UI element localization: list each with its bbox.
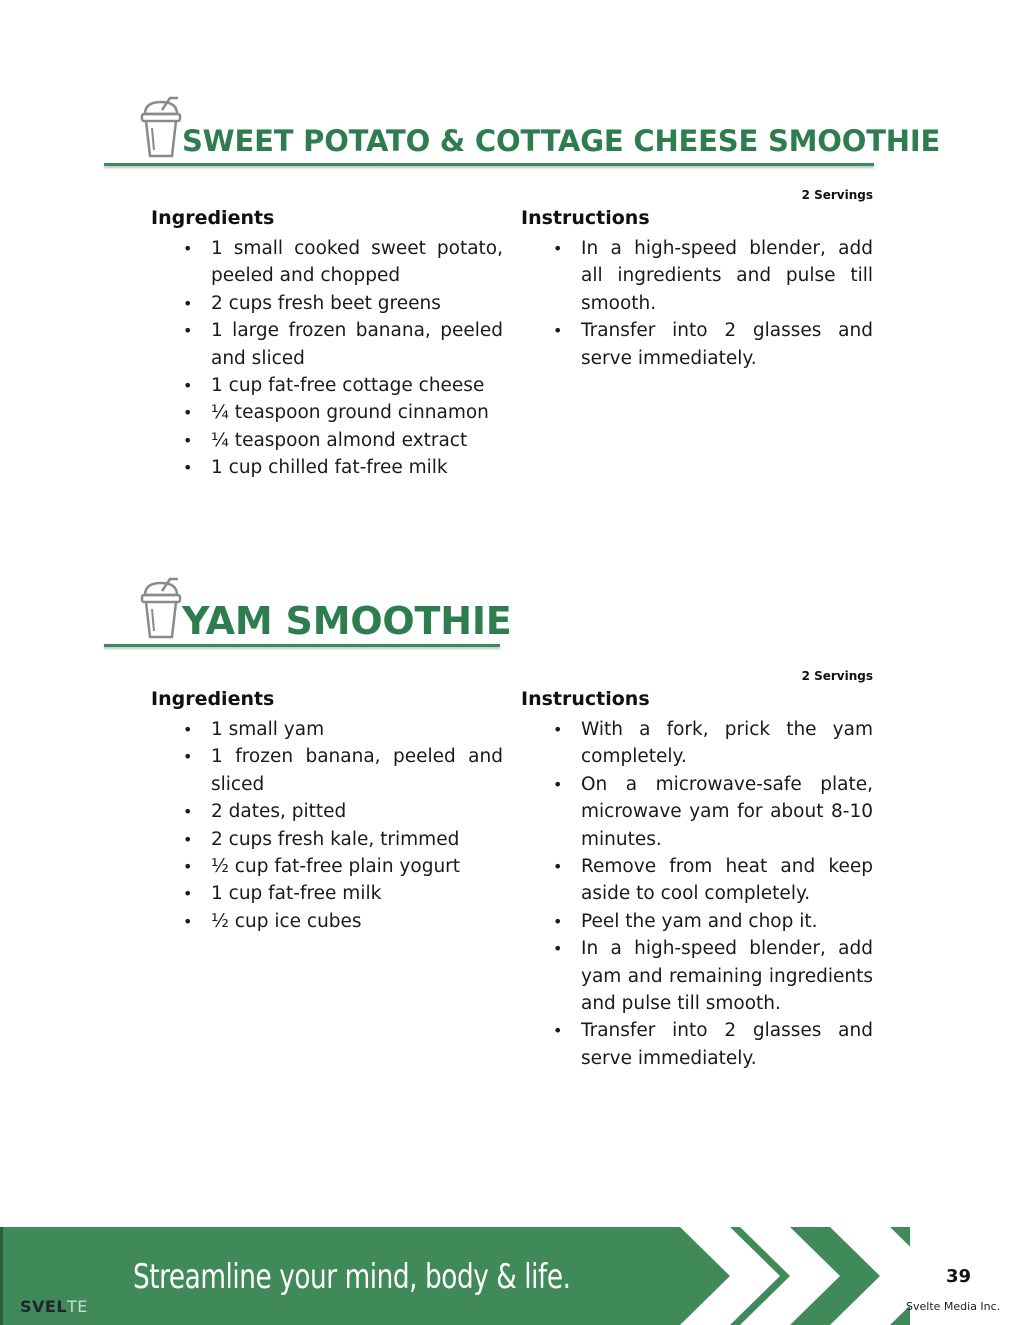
ingredient-item-text: 1 cup fat-free milk <box>211 883 382 905</box>
ingredient-item-text: 1 small cooked sweet potato, peeled and chopped <box>211 238 503 287</box>
ingredient-item <box>151 743 503 798</box>
ingredient-item-text: ¼ teaspoon ground cinnamon <box>211 402 489 424</box>
instruction-step <box>521 908 873 935</box>
ingredient-item <box>151 880 503 907</box>
bullet-icon: • <box>183 430 193 450</box>
ingredient-item-text: 1 cup chilled fat-free milk <box>211 457 448 479</box>
bullet-icon: • <box>553 1021 563 1041</box>
bullet-icon: • <box>553 321 563 341</box>
ingredient-item-text: 2 dates, pitted <box>211 801 347 823</box>
brand-logo <box>20 1297 88 1316</box>
bullet-icon: • <box>183 321 193 341</box>
instruction-step-text: In a high-speed blender, add yam and remaining ingredients and pulse till smooth. <box>581 938 873 1015</box>
ingredient-item-text: 2 cups fresh beet greens <box>211 292 441 314</box>
page-number: 39 <box>946 1266 972 1287</box>
ingredient-item <box>151 290 503 317</box>
instructions-list <box>521 235 873 372</box>
title-underline <box>104 644 500 647</box>
bullet-icon: • <box>183 376 193 396</box>
ingredient-item <box>151 716 503 743</box>
bullet-icon: • <box>183 458 193 478</box>
ingredient-item-text: 1 small yam <box>211 719 325 740</box>
ingredient-item-text: ¼ teaspoon almond extract <box>211 429 468 451</box>
bullet-icon: • <box>553 774 563 794</box>
ingredient-item <box>151 399 503 426</box>
instruction-step-text: On a microwave-safe plate, microwave yam for about 8-10 minutes. <box>581 773 873 850</box>
ingredients-heading: Ingredients <box>151 688 275 710</box>
ingredient-item <box>151 798 503 825</box>
instruction-step <box>521 935 873 1017</box>
ingredient-item-text: 1 large frozen banana, peeled and sliced <box>211 320 503 369</box>
bullet-icon: • <box>183 911 193 931</box>
bullet-icon: • <box>553 911 563 931</box>
ingredients-list <box>151 716 503 935</box>
ingredients-column <box>151 688 503 935</box>
ingredient-item <box>151 317 503 372</box>
instruction-step <box>521 853 873 908</box>
smoothie-cup-icon <box>140 96 182 158</box>
instruction-step <box>521 235 873 317</box>
bullet-icon: • <box>183 857 193 877</box>
bullet-icon: • <box>183 239 193 258</box>
recipe-1-title-row <box>104 96 941 166</box>
bullet-icon: • <box>183 829 193 849</box>
bullet-icon: • <box>183 293 193 313</box>
ingredient-item <box>151 454 503 481</box>
ingredient-item-text: ½ cup ice cubes <box>211 910 362 932</box>
instruction-step <box>521 317 873 372</box>
instructions-column <box>521 207 873 372</box>
bullet-icon: • <box>183 403 193 423</box>
ingredient-item <box>151 235 503 290</box>
recipe-title: YAM SMOOTHIE <box>182 599 512 643</box>
bullet-icon: • <box>553 939 563 959</box>
instructions-heading: Instructions <box>521 207 650 229</box>
instruction-step-text: With a fork, prick the yam completely. <box>581 719 873 768</box>
brand-logo-bold: SVEL <box>20 1297 68 1316</box>
recipe-title: SWEET POTATO & COTTAGE CHEESE SMOOTHIE <box>182 124 941 158</box>
smoothie-cup-icon <box>140 577 182 639</box>
footer-edge <box>0 1227 3 1325</box>
ingredient-item <box>151 826 503 853</box>
instruction-step <box>521 716 873 771</box>
ingredient-item-text: 1 frozen banana, peeled and sliced <box>211 746 503 795</box>
bullet-icon: • <box>183 884 193 904</box>
bullet-icon: • <box>183 747 193 767</box>
ingredient-item-text: ½ cup fat-free plain yogurt <box>211 856 461 878</box>
bullet-icon: • <box>553 239 563 258</box>
instructions-heading: Instructions <box>521 688 650 710</box>
servings-label: 2 Servings <box>801 669 873 683</box>
recipe-2-title-row <box>104 577 512 647</box>
company-name: Svelte Media Inc. <box>906 1300 1001 1313</box>
instruction-step <box>521 771 873 853</box>
ingredients-heading: Ingredients <box>151 207 275 229</box>
ingredient-item-text: 1 cup fat-free cottage cheese <box>211 375 485 397</box>
bullet-icon: • <box>553 857 563 877</box>
bullet-icon: • <box>553 720 563 739</box>
instruction-step-text: Transfer into 2 glasses and serve immediately. <box>581 320 873 369</box>
ingredient-item <box>151 427 503 454</box>
instructions-column <box>521 688 873 1072</box>
bullet-icon: • <box>183 802 193 822</box>
ingredient-item <box>151 853 503 880</box>
instructions-list <box>521 716 873 1072</box>
ingredient-item-text: 2 cups fresh kale, trimmed <box>211 828 460 850</box>
instruction-step-text: Remove from heat and keep aside to cool completely. <box>581 856 873 905</box>
ingredient-item <box>151 372 503 399</box>
ingredients-list <box>151 235 503 482</box>
instruction-step <box>521 1017 873 1072</box>
footer-slogan: Streamline your mind, body & life. <box>133 1257 571 1297</box>
instruction-step-text: Transfer into 2 glasses and serve immediately. <box>581 1020 873 1069</box>
instruction-step-text: In a high-speed blender, add all ingredients and pulse till smooth. <box>581 238 873 314</box>
instruction-step-text: Peel the yam and chop it. <box>581 910 818 932</box>
ingredient-item <box>151 908 503 935</box>
servings-label: 2 Servings <box>801 188 873 202</box>
ingredients-column <box>151 207 503 482</box>
page-footer <box>0 1227 1024 1325</box>
brand-logo-light: TE <box>67 1297 88 1316</box>
title-underline <box>104 163 874 166</box>
bullet-icon: • <box>183 720 193 739</box>
